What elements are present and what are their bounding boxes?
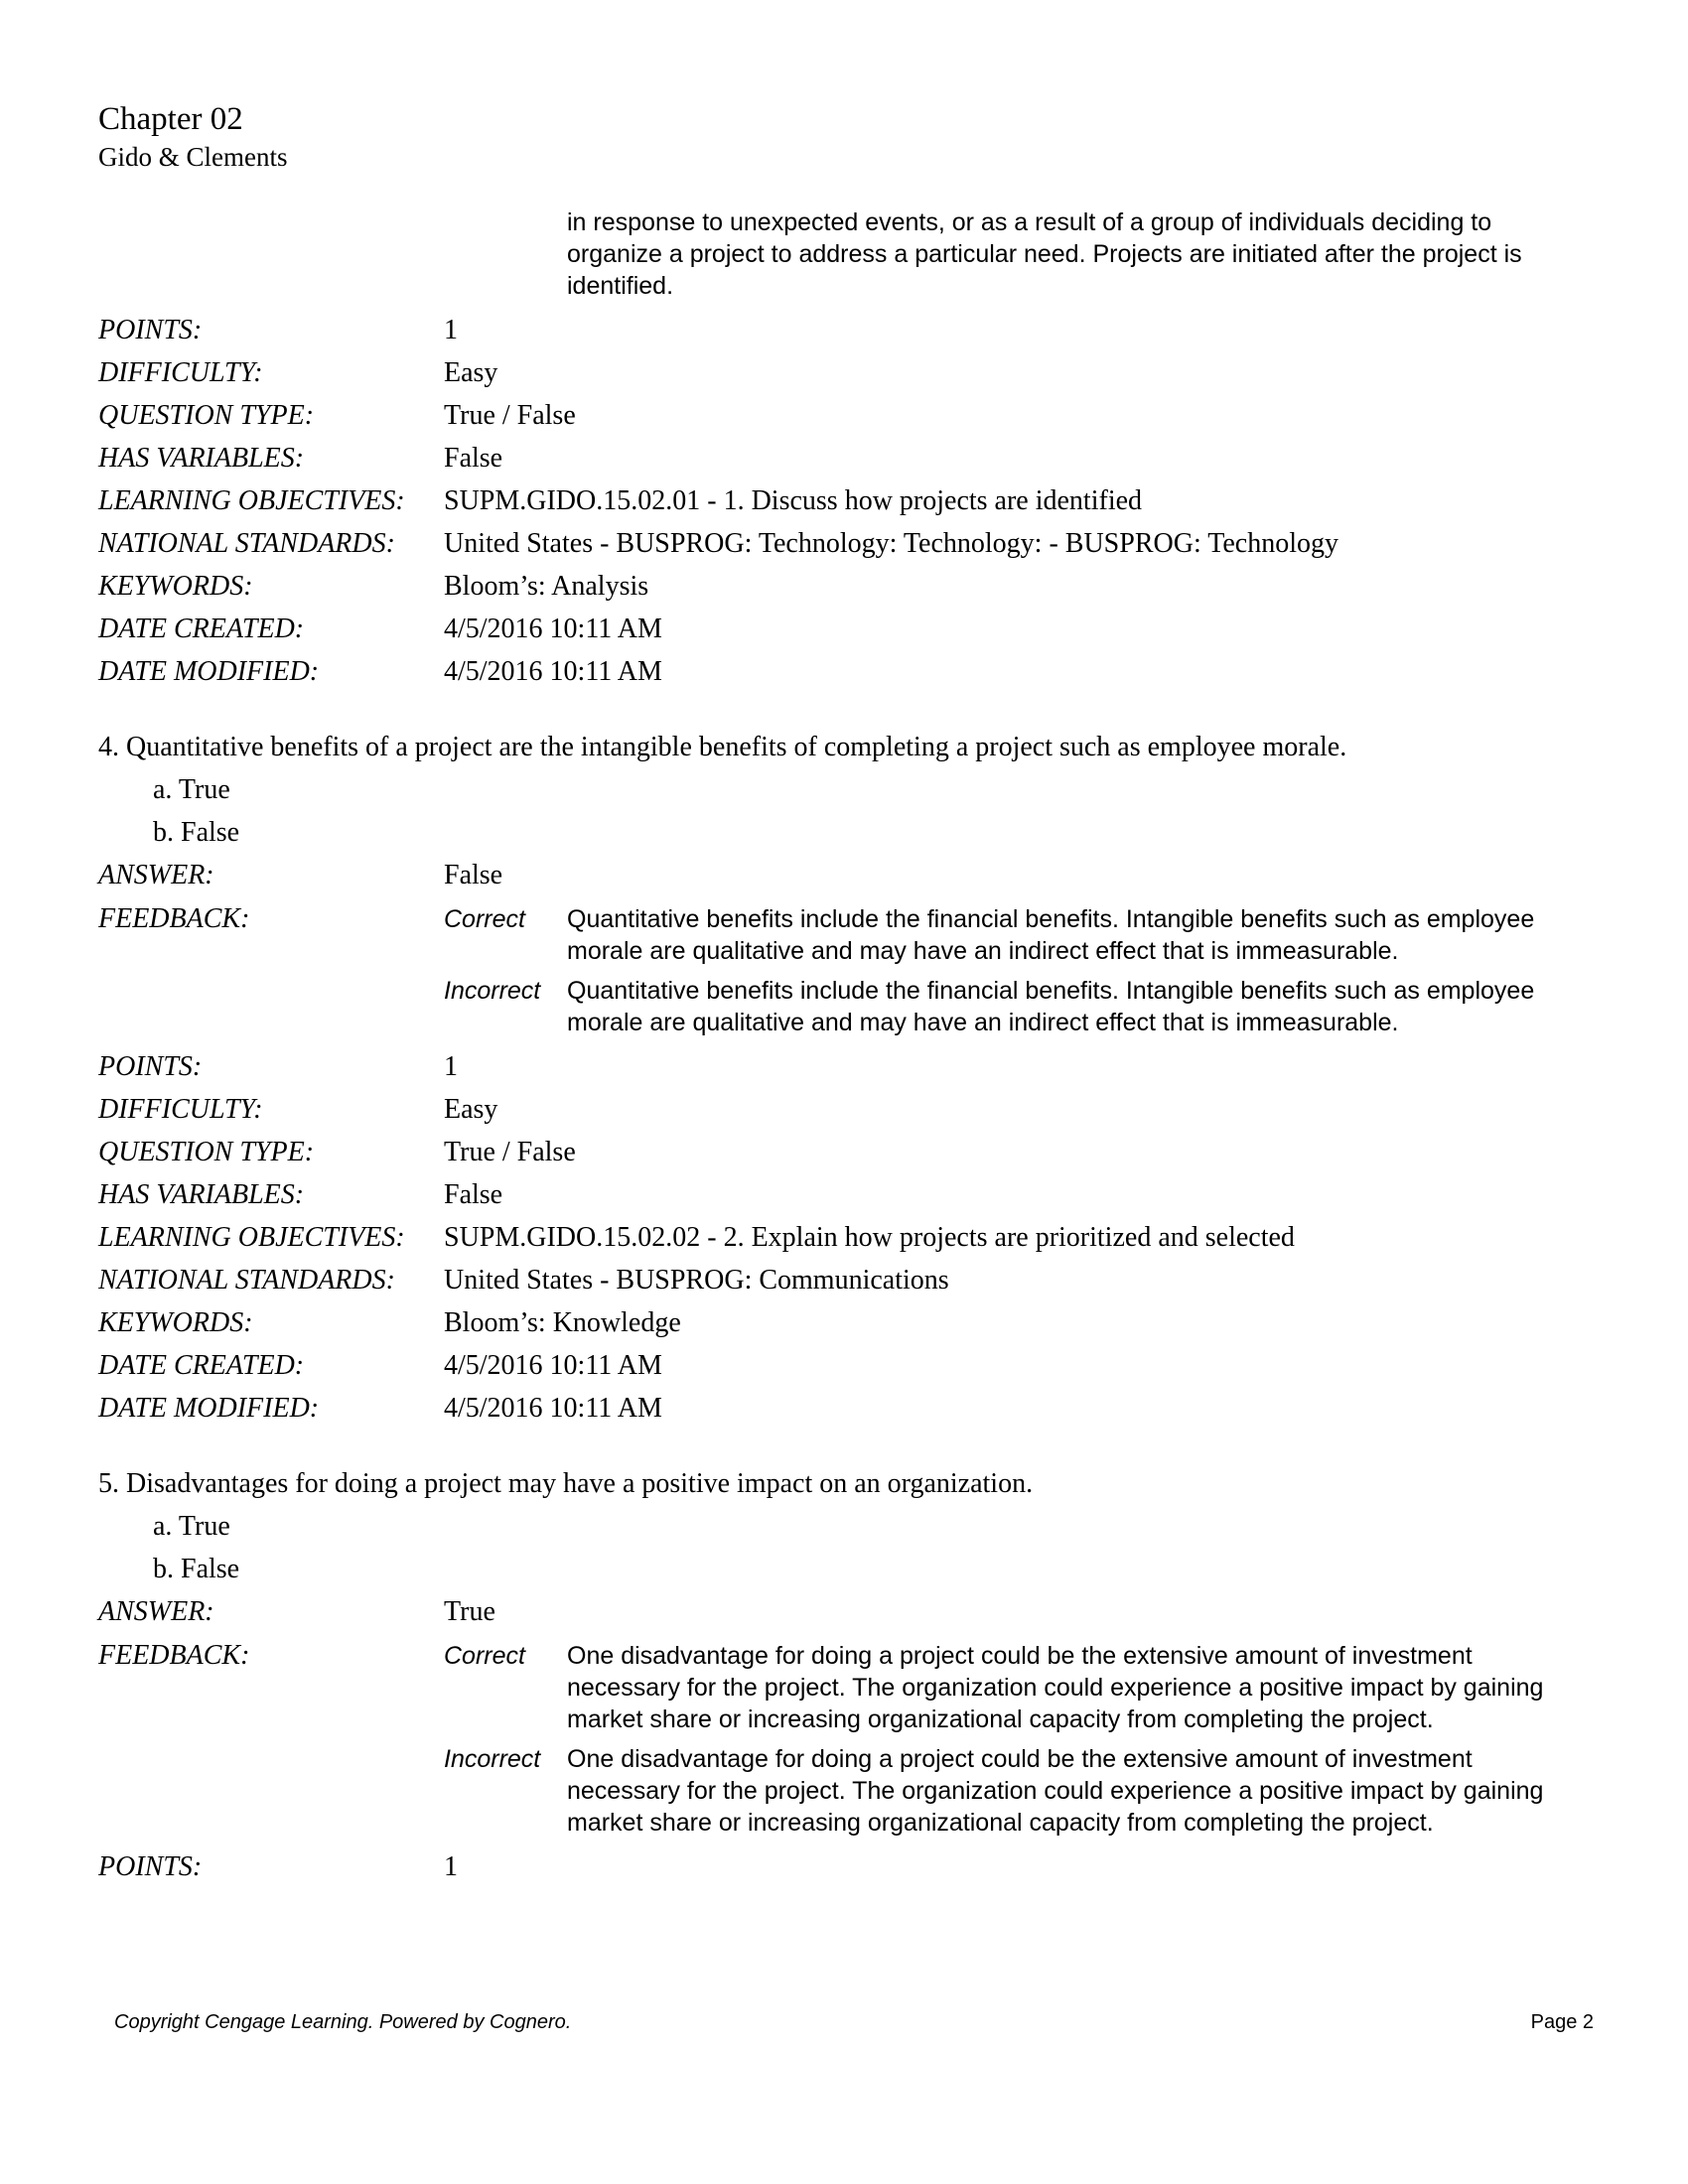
meta-value: 4/5/2016 10:11 AM xyxy=(444,614,662,644)
meta-label: DATE CREATED: xyxy=(98,1350,305,1381)
meta-label: QUESTION TYPE: xyxy=(98,400,315,431)
answer-value: True xyxy=(444,1596,495,1627)
correct-feedback: One disadvantage for doing a project could be the extensive amount of investment necessary for the project. The organization could experience a positive impact by gaining market share or increasing organizational capacity from completing the project. xyxy=(567,1642,1544,1733)
meta-row xyxy=(98,1259,1588,1301)
option-a: a. True xyxy=(153,1511,230,1542)
chapter-title: Chapter 02 xyxy=(98,101,243,137)
meta-label: POINTS: xyxy=(98,315,203,345)
meta-value: United States - BUSPROG: Technology: Technology: - BUSPROG: Technology xyxy=(444,528,1339,559)
meta-value: SUPM.GIDO.15.02.01 - 1. Discuss how projects are identified xyxy=(444,485,1143,516)
option-b: b. False xyxy=(153,1554,240,1584)
meta-row xyxy=(98,1387,1588,1430)
copyright: Copyright Cengage Learning. Powered by Cognero. xyxy=(114,2011,572,2033)
meta-value: 4/5/2016 10:11 AM xyxy=(444,656,662,687)
meta-row xyxy=(98,650,1588,693)
meta-value: False xyxy=(444,1179,503,1210)
meta-label: KEYWORDS: xyxy=(98,571,253,602)
meta-row xyxy=(98,1216,1588,1259)
meta-label: FEEDBACK: xyxy=(98,1640,250,1671)
feedback-block xyxy=(98,903,1588,1038)
page-footer xyxy=(114,2011,1594,2034)
meta-row xyxy=(98,1845,1588,1888)
meta-value: 1 xyxy=(444,1851,458,1882)
meta-label: DATE MODIFIED: xyxy=(98,1393,320,1424)
answer-row xyxy=(98,1590,1588,1633)
meta-value: 1 xyxy=(444,315,458,345)
meta-value: SUPM.GIDO.15.02.02 - 2. Explain how projects are prioritized and selected xyxy=(444,1222,1295,1253)
meta-row xyxy=(98,608,1588,650)
option-a: a. True xyxy=(153,774,230,805)
meta-row xyxy=(98,437,1588,479)
meta-label: POINTS: xyxy=(98,1051,203,1082)
meta-label: HAS VARIABLES: xyxy=(98,1179,305,1210)
meta-label: POINTS: xyxy=(98,1851,203,1882)
meta-value: False xyxy=(444,443,503,474)
option-b: b. False xyxy=(153,817,240,848)
page-header xyxy=(98,99,288,175)
q3-metadata xyxy=(98,309,1588,693)
meta-label: ANSWER: xyxy=(98,1596,214,1627)
question-text: 4. Quantitative benefits of a project are the intangible benefits of completing a project such as employee morale. xyxy=(98,732,1347,762)
incorrect-feedback: Quantitative benefits include the financial benefits. Intangible benefits such as employee morale are qualitative and may have an indirect effect that is immeasurable. xyxy=(567,977,1535,1036)
meta-label: LEARNING OBJECTIVES: xyxy=(98,1222,405,1253)
meta-label: DIFFICULTY: xyxy=(98,1094,263,1125)
meta-row xyxy=(98,309,1588,351)
feedback-block xyxy=(98,1640,1588,1839)
meta-value: 4/5/2016 10:11 AM xyxy=(444,1350,662,1381)
meta-value: Bloom’s: Analysis xyxy=(444,571,649,602)
meta-label: NATIONAL STANDARDS: xyxy=(98,1265,395,1296)
meta-label: LEARNING OBJECTIVES: xyxy=(98,485,405,516)
answer-value: False xyxy=(444,860,503,890)
meta-label: KEYWORDS: xyxy=(98,1307,253,1338)
question-5 xyxy=(98,1462,1588,1888)
meta-row xyxy=(98,1344,1588,1387)
question-text: 5. Disadvantages for doing a project may have a positive impact on an organization. xyxy=(98,1468,1034,1499)
meta-value: 4/5/2016 10:11 AM xyxy=(444,1393,662,1424)
feedback-type: Correct xyxy=(444,1642,525,1670)
feedback-continuation: in response to unexpected events, or as a result of a group of individuals deciding to organize a project to address a particular need. Projects are initiated after the project is identified. xyxy=(567,208,1522,300)
meta-row xyxy=(98,394,1588,437)
answer-row xyxy=(98,854,1588,896)
page-number: Page 2 xyxy=(1530,2011,1594,2033)
authors: Gido & Clements xyxy=(98,142,288,172)
meta-row xyxy=(98,1131,1588,1173)
meta-row xyxy=(98,1173,1588,1216)
question-4 xyxy=(98,726,1588,1430)
meta-label: QUESTION TYPE: xyxy=(98,1137,315,1167)
meta-label: HAS VARIABLES: xyxy=(98,443,305,474)
meta-label: NATIONAL STANDARDS: xyxy=(98,528,395,559)
feedback-type: Correct xyxy=(444,905,525,933)
meta-row xyxy=(98,1088,1588,1131)
meta-row xyxy=(98,479,1588,522)
meta-value: Easy xyxy=(444,1094,498,1125)
question-content xyxy=(98,206,1588,1888)
correct-feedback: Quantitative benefits include the financial benefits. Intangible benefits such as employee morale are qualitative and may have an indirect effect that is immeasurable. xyxy=(567,905,1535,965)
meta-value: True / False xyxy=(444,1137,576,1167)
meta-row xyxy=(98,565,1588,608)
feedback-type: Incorrect xyxy=(444,1745,541,1773)
meta-value: True / False xyxy=(444,400,576,431)
meta-row xyxy=(98,1045,1588,1088)
meta-value: United States - BUSPROG: Communications xyxy=(444,1265,949,1296)
meta-row xyxy=(98,351,1588,394)
meta-label: ANSWER: xyxy=(98,860,214,890)
meta-label: DATE CREATED: xyxy=(98,614,305,644)
feedback-type: Incorrect xyxy=(444,977,541,1005)
incorrect-feedback: One disadvantage for doing a project could be the extensive amount of investment necessary for the project. The organization could experience a positive impact by gaining market share or increasing organizational capacity from completing the project. xyxy=(567,1745,1544,1837)
meta-value: 1 xyxy=(444,1051,458,1082)
meta-value: Bloom’s: Knowledge xyxy=(444,1307,681,1338)
meta-label: DIFFICULTY: xyxy=(98,357,263,388)
meta-row xyxy=(98,522,1588,565)
meta-value: Easy xyxy=(444,357,498,388)
meta-row xyxy=(98,1301,1588,1344)
meta-label: DATE MODIFIED: xyxy=(98,656,320,687)
meta-label: FEEDBACK: xyxy=(98,903,250,934)
